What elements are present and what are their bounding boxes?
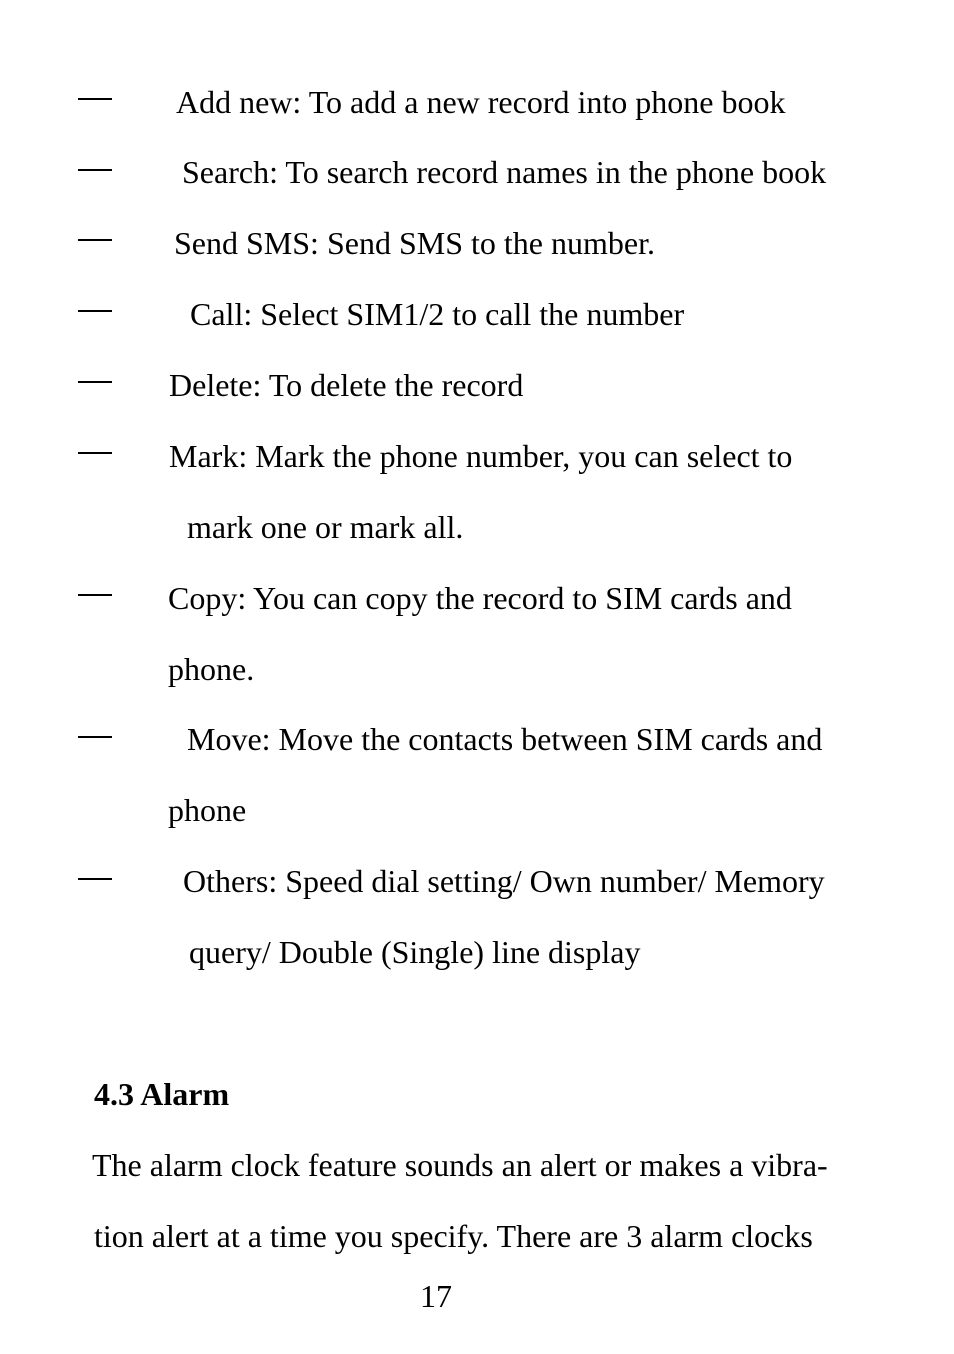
bullet-dash (78, 736, 112, 738)
bullet-dash (78, 169, 112, 171)
bullet-search: Search: To search record names in the phone book (182, 154, 827, 190)
bullet-mark: Mark: Mark the phone number, you can select to (169, 438, 793, 474)
bullet-dash (78, 381, 112, 383)
bullet-move-continued: phone (168, 792, 247, 828)
bullet-mark-continued: mark one or mark all. (187, 509, 464, 545)
paragraph-line: tion alert at a time you specify. There are 3 alarm clocks (94, 1218, 813, 1254)
bullet-copy-continued: phone. (168, 651, 255, 687)
bullet-dash (78, 878, 112, 880)
bullet-call: Call: Select SIM1/2 to call the number (190, 296, 685, 332)
bullet-move: Move: Move the contacts between SIM cards and (187, 721, 823, 757)
bullet-dash (78, 310, 112, 312)
bullet-send-sms: Send SMS: Send SMS to the number. (174, 225, 655, 261)
paragraph-line: The alarm clock feature sounds an alert or makes a vibra- (92, 1147, 828, 1183)
bullet-add-new: Add new: To add a new record into phone book (176, 84, 786, 120)
bullet-others-continued: query/ Double (Single) line display (189, 934, 641, 970)
bullet-dash (78, 98, 112, 100)
bullet-copy: Copy: You can copy the record to SIM cards and (168, 580, 792, 616)
bullet-delete: Delete: To delete the record (169, 367, 524, 403)
bullet-dash (78, 239, 112, 241)
bullet-dash (78, 452, 112, 454)
section-heading: 4.3 Alarm (94, 1076, 230, 1112)
page-number: 17 (420, 1278, 452, 1314)
bullet-dash (78, 594, 112, 596)
bullet-others: Others: Speed dial setting/ Own number/ Memory (183, 863, 825, 899)
